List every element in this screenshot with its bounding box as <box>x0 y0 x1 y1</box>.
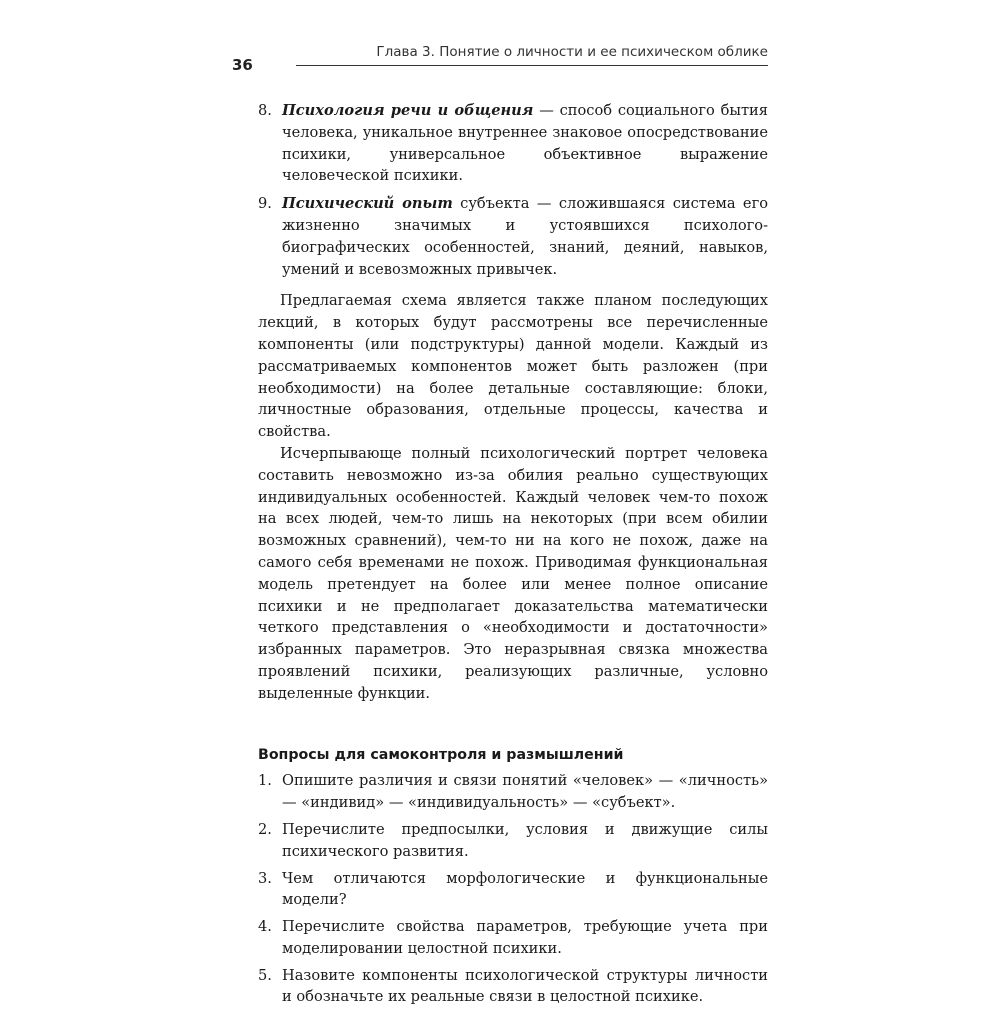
item-number: 8. <box>258 102 272 119</box>
header-rule <box>296 65 768 66</box>
question-text: Чем отличаются морфологические и функциональные модели? <box>282 869 768 909</box>
page-body <box>258 100 768 1013</box>
definition-text: — способ социального бытия человека, уникальное внутреннее знаковое опосредствование психики, универсальное объективное выражение человеческой психики. <box>282 102 768 185</box>
question-text: Перечислите предпосылки, условия и движущие силы психического развития. <box>282 820 768 860</box>
item-number: 2. <box>258 820 272 838</box>
item-number: 4. <box>258 918 272 936</box>
question-item <box>258 868 768 912</box>
question-item <box>258 965 768 1009</box>
definition-term: Психология речи и общения <box>282 102 534 119</box>
body-paragraph: Исчерпывающе полный психологический портрет человека составить невозможно из-за обилия реально существующих индивидуальных особенностей. Каждый человек чем-то похож на всех людей, чем-то лишь на некоторых (при всем обилии возможных сравнений), чем-то ни на кого не похож, даже на самого себя временами не похож. Приводимая функциональная модель претендует на более или менее полное описание психики и не предполагает доказательства математически четкого представления о «необходимости и достаточности» избранных параметров. Это неразрывная связка множества проявлений психики, реализующих различные, условно выделенные функции. <box>258 444 768 702</box>
page-header <box>232 44 768 74</box>
body-paragraph: Предлагаемая схема является также планом последующих лекций, в которых будут рассмотрены все перечисленные компоненты (или подструктуры) данной модели. Каждый из рассматриваемых компонентов может быть разложен (при необходимости) на более детальные составляющие: блоки, личностные образования, отдельные процессы, качества и свойства. <box>258 292 768 441</box>
item-number: 1. <box>258 772 272 790</box>
item-number: 3. <box>258 869 272 887</box>
question-item <box>258 916 768 960</box>
question-item <box>258 770 768 814</box>
page-number: 36 <box>232 56 253 74</box>
definition-item <box>258 193 768 280</box>
definition-item <box>258 100 768 187</box>
definition-text: субъекта — сложившаяся система его жизненно значимых и устоявшихся психолого-биографических особенностей, знаний, деяний, навыков, умений и всевозможных привычек. <box>282 195 768 278</box>
questions-list <box>258 770 768 1008</box>
definition-list <box>258 100 768 280</box>
question-text: Перечислите свойства параметров, требующие учета при моделировании целостной психики. <box>282 918 768 957</box>
running-title: Глава 3. Понятие о личности и ее психическом облике <box>376 44 768 60</box>
definition-term: Психический опыт <box>282 195 453 213</box>
questions-heading: Вопросы для самоконтроля и размышлений <box>258 746 624 763</box>
question-text: Назовите компоненты психологической структуры личности и обозначьте их реальные связи в целостной психике. <box>282 966 768 1006</box>
question-item <box>258 819 768 863</box>
question-text: Опишите различия и связи понятий «человек» — «личность» — «индивид» — «индивидуальность» — «субъект». <box>282 772 768 812</box>
item-number: 5. <box>258 966 272 984</box>
item-number: 9. <box>258 195 272 213</box>
